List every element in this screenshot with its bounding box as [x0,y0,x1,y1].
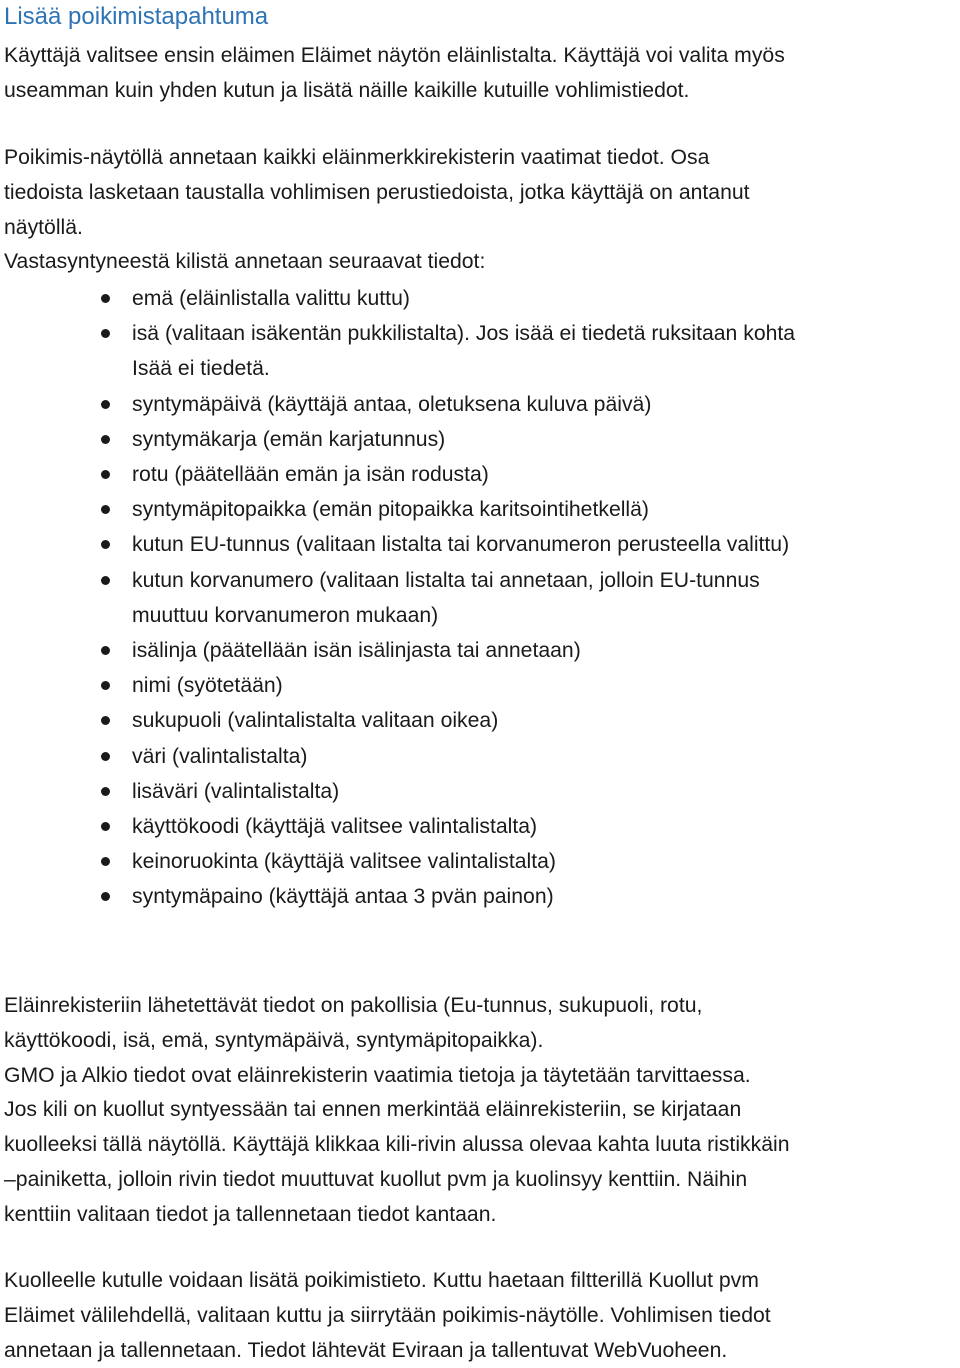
list-item: nimi (syötetään) [4,668,956,703]
list-item: keinoruokinta (käyttäjä valitsee valintalistalta) [4,844,956,879]
list-item: sukupuoli (valintalistalta valitaan oikea) [4,703,956,738]
bullet-icon [101,716,110,725]
kuollut-paragraph [4,1264,956,1368]
rekisteri-line: Jos kili on kuollut syntyessään tai ennen merkintää eläinrekisteriin, se kirjataan [4,1098,742,1122]
rekisteri-line: –painiketta, jolloin rivin tiedot muuttuvat kuollut pvm ja kuolinsyy kenttiin. Näihin [4,1167,748,1191]
bullet-icon [101,470,110,479]
bullet-icon [101,400,110,409]
list-intro: Vastasyntyneestä kilistä annetaan seuraavat tiedot: [4,250,486,273]
bullet-icon [101,646,110,655]
list-item: lisäväri (valintalistalta) [4,774,956,809]
list-item: kutun EU-tunnus (valitaan listalta tai korvanumeron perusteella valittu) [4,527,956,562]
bullet-icon [101,576,110,585]
list-item: emä (eläinlistalla valittu kuttu) [4,281,956,316]
poikimis-paragraph [4,141,956,245]
bullet-icon [101,822,110,831]
rekisteri-line: GMO ja Alkio tiedot ovat eläinrekisterin vaatimia tietoja ja täytetään tarvittaessa. [4,1063,751,1087]
rekisteri-line: Eläinrekisteriin lähetettävät tiedot on pakollisia (Eu-tunnus, sukupuoli, rotu, [4,994,703,1017]
poikimis-line: Poikimis-näytöllä annetaan kaikki eläinmerkkirekisterin vaatimat tiedot. Osa [4,146,710,169]
rekisteri-line: käyttökoodi, isä, emä, syntymäpäivä, syntymäpitopaikka). [4,1028,544,1052]
list-item: kutun korvanumero (valitaan listalta tai annetaan, jolloin EU-tunnus muuttuu korvanumeron mukaan) [4,563,956,633]
list-item: syntymäkarja (emän karjatunnus) [4,422,956,457]
kuollut-line: Kuolleelle kutulle voidaan lisätä poikimistieto. Kuttu haetaan filtterillä Kuollut pvm [4,1269,759,1292]
kuollut-line: Eläimet välilehdellä, valitaan kuttu ja siirrytään poikimis-näytölle. Vohlimisen tiedot [4,1303,771,1327]
bullet-icon [101,435,110,444]
info-bullet-list [4,281,956,915]
kuollut-line: annetaan ja tallennetaan. Tiedot lähtevät Eviraan ja tallentuvat WebVuoheen. [4,1338,728,1362]
bullet-icon [101,892,110,901]
rekisteri-line: kuolleeksi tällä näytöllä. Käyttäjä klikkaa kili-rivin alussa olevaa kahta luuta ristikkäin [4,1133,790,1157]
list-item: käyttökoodi (käyttäjä valitsee valintalistalta) [4,809,956,844]
section-heading: Lisää poikimistapahtuma [4,3,269,30]
list-item: isä (valitaan isäkentän pukkilistalta). Jos isää ei tiedetä ruksitaan kohta Isää ei tiedetä. [4,316,956,386]
bullet-icon [101,857,110,866]
bullet-icon [101,540,110,549]
list-item: väri (valintalistalta) [4,739,956,774]
list-item: isälinja (päätellään isän isälinjasta tai annetaan) [4,633,956,668]
bullet-icon [101,787,110,796]
intro-line: Käyttäjä valitsee ensin eläimen Eläimet näytön eläinlistalta. Käyttäjä voi valita myös [4,44,785,67]
list-item: rotu (päätellään emän ja isän rodusta) [4,457,956,492]
bullet-icon [101,752,110,761]
poikimis-line: näytöllä. [4,215,83,239]
intro-line: useamman kuin yhden kutun ja lisätä näille kaikille kutuille vohlimistiedot. [4,78,690,102]
list-item: syntymäpitopaikka (emän pitopaikka karitsointihetkellä) [4,492,956,527]
bullet-icon [101,681,110,690]
intro-paragraph [4,39,956,109]
list-item: syntymäpaino (käyttäjä antaa 3 pvän painon) [4,879,956,914]
bullet-icon [101,505,110,514]
list-item: syntymäpäivä (käyttäjä antaa, oletuksena kuluva päivä) [4,387,956,422]
poikimis-line: tiedoista lasketaan taustalla vohlimisen perustiedoista, jotka käyttäjä on antanut [4,180,750,204]
bullet-icon [101,329,110,338]
bullet-icon [101,294,110,303]
rekisteri-paragraph [4,989,956,1233]
rekisteri-line: kenttiin valitaan tiedot ja tallennetaan tiedot kantaan. [4,1202,497,1226]
